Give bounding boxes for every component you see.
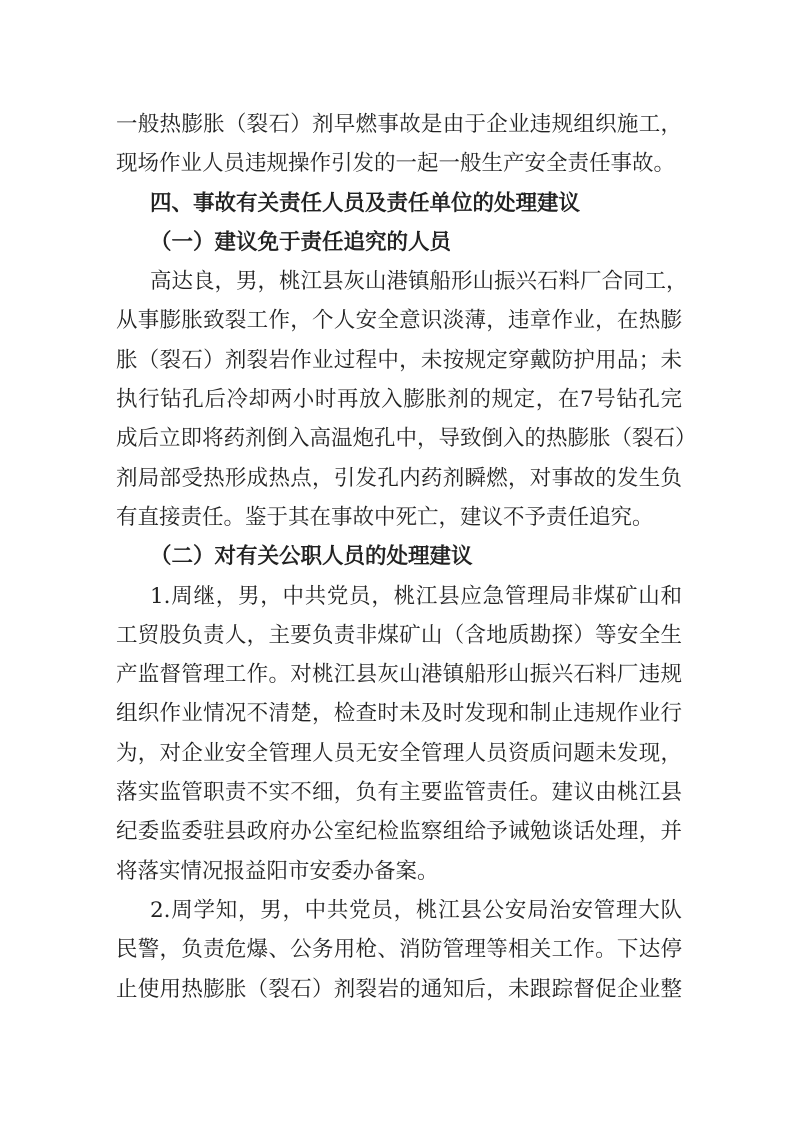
text-line: 一般热膨胀（裂石）剂早燃事故是由于企业违规组织施工， [116, 112, 682, 137]
subsection-heading: （二）对有关公职人员的处理建议 [150, 544, 473, 570]
text-line: 剂局部受热形成热点，引发孔内药剂瞬燃，对事故的发生负 [116, 465, 682, 491]
text-line: 工贸股负责人，主要负责非煤矿山（含地质勘探）等安全生 [116, 622, 682, 648]
text-line: 从事膨胀致裂工作，个人安全意识淡薄，违章作业，在热膨 [116, 308, 682, 334]
text-line: 1.周继，男，中共党员，桃江县应急管理局非煤矿山和 [150, 583, 682, 609]
text-line: 高达良，男，桃江县灰山港镇船形山振兴石料厂合同工， [150, 269, 688, 295]
text-line: 产监督管理工作。对桃江县灰山港镇船形山振兴石料厂违规 [116, 662, 682, 688]
text-line: 执行钻孔后冷却两小时再放入膨胀剂的规定，在7号钻孔完 [116, 387, 682, 413]
text-line: 成后立即将药剂倒入高温炮孔中，导致倒入的热膨胀（裂石） [116, 426, 697, 452]
text-line: 现场作业人员违规操作引发的一起一般生产安全责任事故。 [116, 151, 676, 177]
text-line: 止使用热膨胀（裂石）剂裂岩的通知后，未跟踪督促企业整 [116, 976, 682, 1002]
paragraph-zhou-ji [116, 577, 682, 891]
section-heading: 四、事故有关责任人员及责任单位的处理建议 [150, 190, 581, 216]
text-line: 将落实情况报益阳市安委办备案。 [116, 858, 439, 884]
document-page [116, 105, 697, 1009]
text-line: 民警，负责危爆、公务用枪、消防管理等相关工作。下达停 [116, 937, 682, 963]
paragraph-gao-daliang [116, 262, 697, 537]
paragraph-zhou-xuezhi [116, 891, 682, 1009]
text-line: 纪委监委驻县政府办公室纪检监察组给予诫勉谈话处理，并 [116, 819, 682, 845]
text-line: 胀（裂石）剂裂岩作业过程中，未按规定穿戴防护用品；未 [116, 347, 682, 373]
text-line: 为，对企业安全管理人员无安全管理人员资质问题未发现， [116, 740, 682, 766]
text-line: 落实监管职责不实不细，负有主要监管责任。建议由桃江县 [116, 780, 682, 806]
text-line: 有直接责任。鉴于其在事故中死亡，建议不予责任追究。 [116, 504, 654, 530]
paragraph-conclusion [116, 105, 682, 184]
subsection-heading: （一）建议免于责任追究的人员 [150, 229, 452, 255]
text-line: 组织作业情况不清楚，检查时未及时发现和制止违规作业行 [116, 701, 682, 727]
text-line: 2.周学知，男，中共党员，桃江县公安局治安管理大队 [150, 897, 682, 923]
